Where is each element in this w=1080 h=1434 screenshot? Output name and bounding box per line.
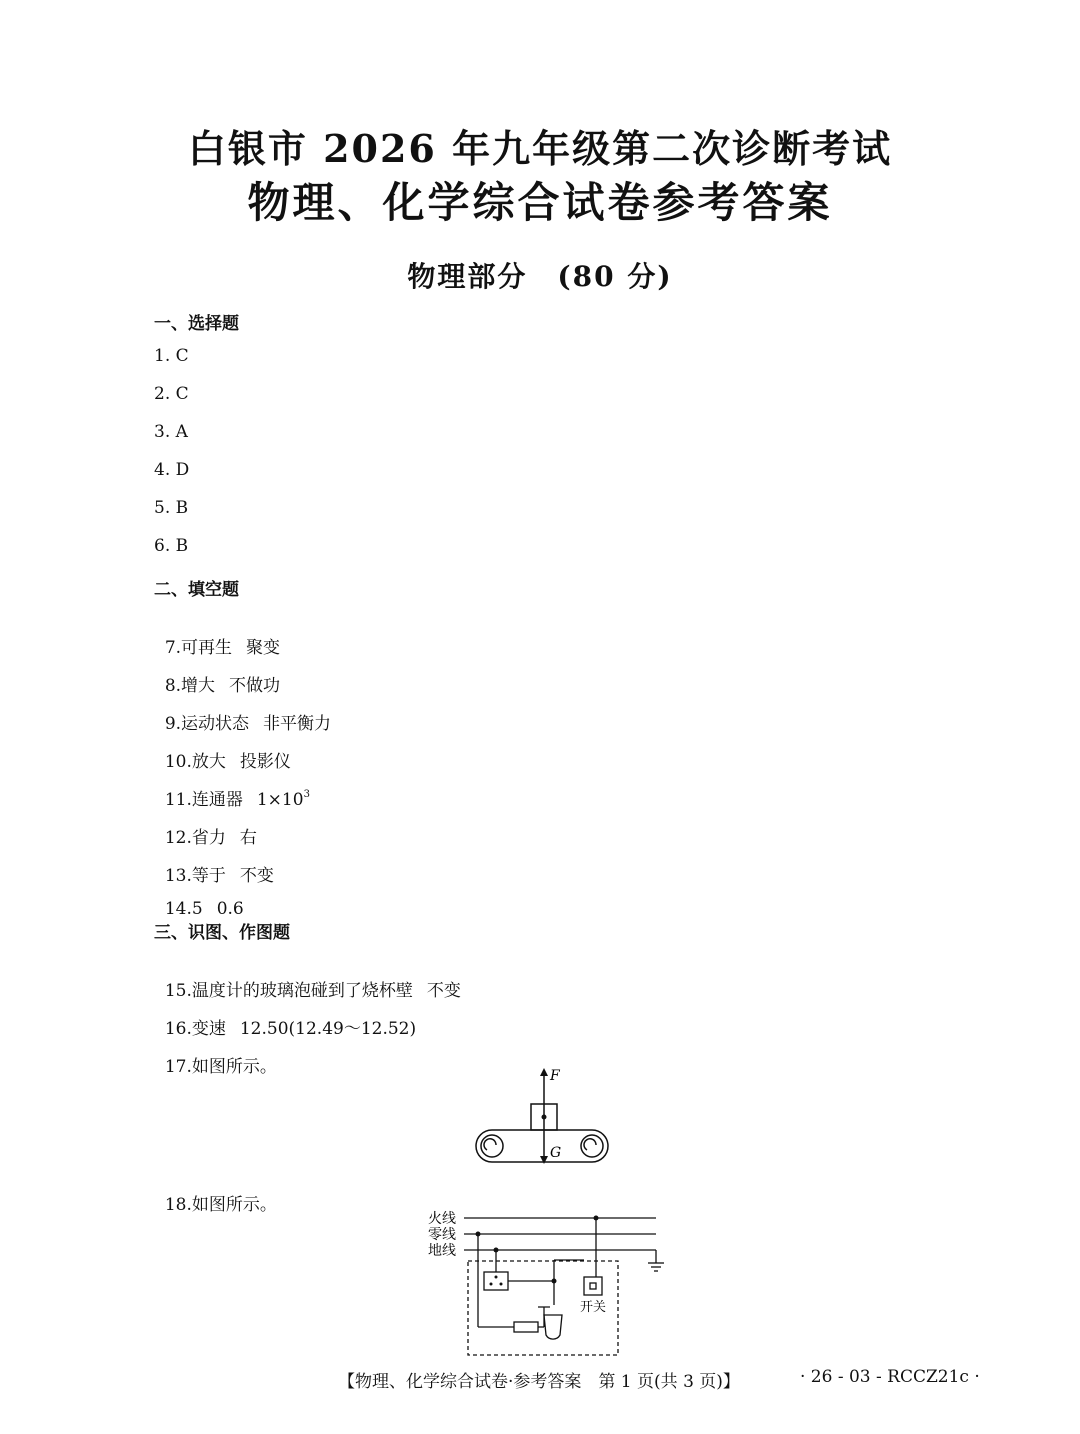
force-f-label: F bbox=[550, 1068, 560, 1084]
answer-1: 1. C bbox=[154, 346, 189, 366]
answer-part-a: 温度计的玻璃泡碰到了烧杯壁 bbox=[191, 981, 413, 1001]
answer-17 bbox=[154, 1032, 277, 1077]
answer-3: 3. A bbox=[154, 422, 188, 442]
answer-number: 13. bbox=[164, 866, 192, 886]
answer-number: 18. bbox=[164, 1195, 192, 1215]
neutral-wire-label: 零线 bbox=[428, 1227, 456, 1243]
right-rotation-arrow-icon bbox=[584, 1139, 596, 1150]
answer-part-a: 变速 bbox=[191, 1019, 226, 1039]
answer-part-b: 不变 bbox=[239, 866, 274, 886]
answer-part-b: 右 bbox=[239, 828, 257, 848]
center-of-mass-dot bbox=[542, 1115, 547, 1120]
answer-part-b: 不做功 bbox=[229, 676, 281, 696]
paper-code: · 26 - 03 - RCCZ21c · bbox=[800, 1367, 980, 1387]
arrow-up-icon bbox=[540, 1068, 548, 1076]
answer-part-b: 0.6 bbox=[216, 899, 244, 919]
socket-icon bbox=[484, 1272, 508, 1290]
answer-part-b: 不变 bbox=[426, 981, 461, 1001]
socket-hole bbox=[500, 1283, 503, 1286]
answer-part-a: 等于 bbox=[191, 866, 226, 886]
lamp-icon bbox=[544, 1315, 562, 1339]
junction-dot bbox=[552, 1279, 557, 1284]
junction-dot bbox=[494, 1248, 499, 1253]
answer-number: 7. bbox=[164, 638, 182, 658]
answer-part-a: 连通器 bbox=[191, 790, 243, 810]
answer-14 bbox=[154, 879, 244, 919]
answer-number: 11. bbox=[164, 790, 192, 810]
answer-part-a: 可再生 bbox=[181, 638, 233, 658]
answer-number: 10. bbox=[164, 752, 192, 772]
section-title-physics: 物理部分 (80 分) bbox=[407, 260, 673, 293]
answer-part-b: 12.50(12.49～12.52) bbox=[239, 1019, 417, 1039]
figure-17-force-diagram bbox=[470, 1064, 620, 1174]
exam-title: 白银市 2026 年九年级第二次诊断考试 bbox=[187, 126, 893, 171]
answer-part-b-base: 1×10 bbox=[256, 790, 304, 810]
answer-part-a: 省力 bbox=[191, 828, 226, 848]
answer-number: 17. bbox=[164, 1057, 192, 1077]
paper-title: 物理、化学综合试卷参考答案 bbox=[247, 178, 833, 227]
answer-part-a: 运动状态 bbox=[181, 714, 250, 734]
page-footer: 【物理、化学综合试卷·参考答案 第 1 页(共 3 页)】 bbox=[338, 1372, 740, 1392]
switch-icon bbox=[590, 1283, 596, 1289]
force-g-label: G bbox=[550, 1145, 562, 1161]
answer-part-b: 投影仪 bbox=[239, 752, 291, 772]
answer-5: 5. B bbox=[154, 498, 189, 518]
answer-number: 8. bbox=[164, 676, 182, 696]
answer-number: 14. bbox=[164, 899, 192, 919]
answer-part-a: 放大 bbox=[191, 752, 226, 772]
answer-part-b-exponent: 3 bbox=[303, 789, 310, 800]
household-circuit bbox=[420, 1205, 670, 1360]
answer-part-a: 5 bbox=[191, 899, 203, 919]
answer-part-b: 聚变 bbox=[246, 638, 281, 658]
answer-6: 6. B bbox=[154, 536, 189, 556]
heading-fill-blank: 二、填空题 bbox=[154, 580, 239, 600]
answer-18 bbox=[154, 1170, 277, 1215]
answer-2: 2. C bbox=[154, 384, 189, 404]
answer-number: 9. bbox=[164, 714, 182, 734]
switch-label: 开关 bbox=[580, 1300, 607, 1315]
socket-hole bbox=[495, 1276, 498, 1279]
answer-number: 16. bbox=[164, 1019, 192, 1039]
answer-number: 12. bbox=[164, 828, 192, 848]
switch-box bbox=[584, 1277, 602, 1295]
heading-diagram-questions: 三、识图、作图题 bbox=[154, 923, 290, 943]
answer-number: 15. bbox=[164, 981, 192, 1001]
answer-4: 4. D bbox=[154, 460, 190, 480]
ground-icon bbox=[648, 1250, 664, 1271]
left-rotation-arrow-icon bbox=[484, 1139, 496, 1150]
ground-wire-label: 地线 bbox=[428, 1243, 456, 1259]
resistor-icon bbox=[514, 1322, 538, 1332]
answer-part-b: 非平衡力 bbox=[263, 714, 332, 734]
conveyor-belt-diagram bbox=[470, 1064, 620, 1174]
answer-part-a: 如图所示。 bbox=[191, 1195, 277, 1215]
heading-multiple-choice: 一、选择题 bbox=[154, 314, 239, 334]
answer-part-a: 如图所示。 bbox=[191, 1057, 277, 1077]
junction-dot bbox=[476, 1232, 481, 1237]
junction-dot bbox=[594, 1216, 599, 1221]
live-wire-label: 火线 bbox=[428, 1211, 456, 1227]
socket-hole bbox=[490, 1283, 493, 1286]
answer-part-a: 增大 bbox=[181, 676, 216, 696]
figure-18-circuit-diagram bbox=[420, 1205, 670, 1360]
arrow-down-icon bbox=[540, 1156, 548, 1164]
